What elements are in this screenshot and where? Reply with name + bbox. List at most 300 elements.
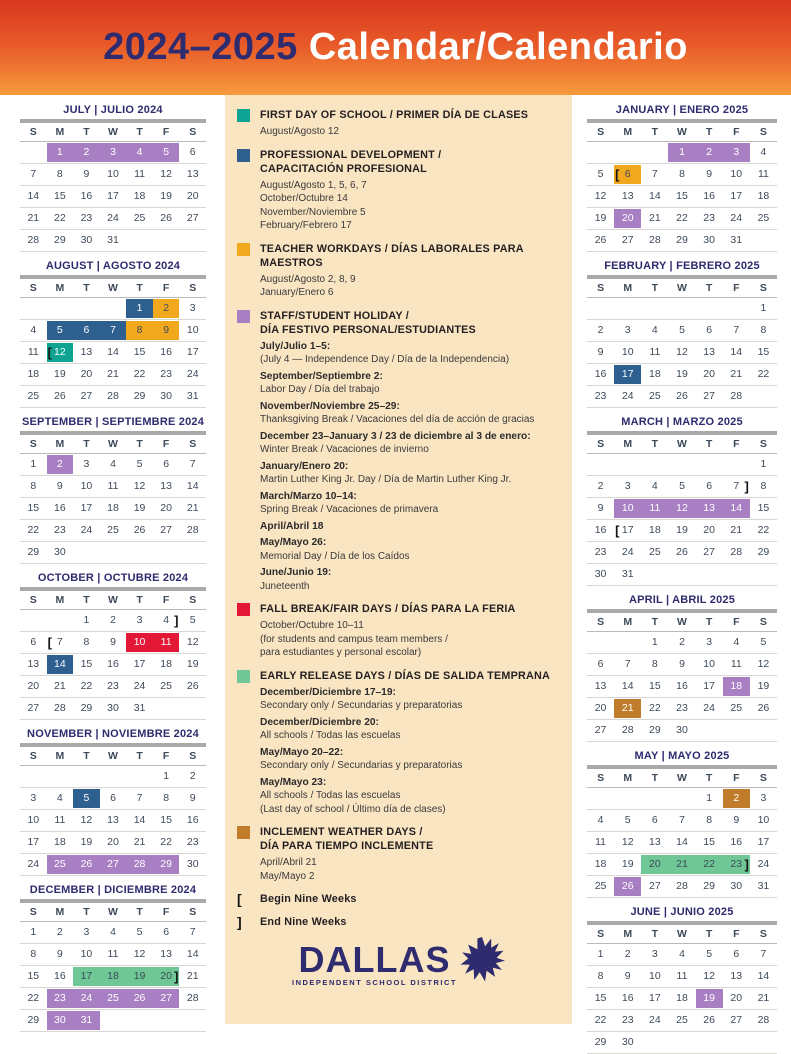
day-12 [126,476,153,497]
day-number: 27 [649,880,661,892]
day-number: 23 [80,212,93,224]
day-number: 13 [160,480,172,492]
day-28 [723,386,750,407]
day-number: 20 [730,992,743,1004]
day-6 [73,320,100,341]
legend-entry-text: Labor Day / Día del trabajo [260,384,380,395]
day-14 [100,342,127,363]
empty-cell [153,698,180,719]
day-24 [73,520,100,541]
day-23 [179,832,206,853]
day-number: 15 [649,680,661,692]
day-1 [641,632,668,653]
legend-entry [260,746,560,773]
day-number: 14 [649,190,661,202]
legend-entry-date: March/Marzo 10–14: [260,490,357,502]
day-14 [750,966,777,987]
day-8 [73,632,100,653]
day-18 [723,676,750,697]
day-of-week-label: T [83,594,90,606]
day-4 [587,810,614,831]
day-12 [587,186,614,207]
day-3 [73,454,100,475]
day-9 [723,810,750,831]
day-5 [126,922,153,943]
day-of-week-label: S [189,126,197,138]
day-3 [750,788,777,809]
day-7 [100,320,127,341]
day-number: 8 [651,658,658,670]
month-title: NOVEMBER | NOVIEMBRE 2024 [27,728,199,740]
day-31 [73,1010,100,1031]
week-row [587,1010,777,1032]
day-number: 3 [624,480,631,492]
week-row [20,186,206,208]
empty-cell [179,230,206,251]
day-number: 14 [730,502,743,514]
empty-cell [696,454,723,475]
legend-item-title: STAFF/STUDENT HOLIDAY / DÍA FESTIVO PERSONAL/ESTUDIANTES [260,309,476,336]
empty-cell [750,720,777,741]
week-row [20,476,206,498]
day-8 [750,320,777,341]
day-number: 29 [80,702,93,714]
week-row [20,832,206,854]
empty-cell [73,542,100,563]
day-23 [100,676,127,697]
day-19 [696,988,723,1009]
day-16 [587,364,614,385]
day-31 [614,564,641,585]
day-20 [100,832,127,853]
day-number: 7 [760,948,767,960]
legend-entry-text: January/Enero 6 [260,287,334,298]
day-of-week-label: S [597,928,605,940]
day-number: 1 [760,302,767,314]
day-of-week-label: T [651,126,659,138]
day-of-week-label: F [162,906,170,918]
day-number: 15 [133,346,146,358]
day-22 [668,208,695,229]
week-row [587,676,777,698]
empty-cell [750,564,777,585]
empty-cell [126,766,153,787]
day-14 [668,832,695,853]
empty-cell [153,1010,180,1031]
day-7 [179,454,206,475]
month-june-2025 [587,906,777,1054]
day-24 [73,988,100,1009]
day-23 [723,854,750,875]
page-title-word [298,26,309,68]
day-15 [750,342,777,363]
day-7 [668,810,695,831]
day-number: 30 [54,546,66,558]
week-row [587,164,777,186]
day-number: 6 [163,458,170,470]
day-13 [73,342,100,363]
day-number: 2 [83,146,90,158]
day-number: 5 [136,926,143,938]
day-28 [100,386,127,407]
day-27 [723,1010,750,1031]
day-number: 25 [54,858,66,870]
legend-entry-date: November/Noviembre 25–29: [260,400,400,412]
legend-entry-text: October/Octubre 10–11 [260,620,364,631]
day-number: 27 [594,724,607,736]
bracket-open-icon: [ [237,891,242,907]
day-29 [668,230,695,251]
day-7 [47,632,74,653]
day-number: 25 [649,546,661,558]
week-row [20,632,206,654]
day-number: 16 [676,680,688,692]
week-row [20,520,206,542]
day-20 [696,520,723,541]
day-of-week-label: F [733,616,740,628]
day-12 [668,342,695,363]
day-24 [614,386,641,407]
day-8 [20,944,47,965]
day-6 [696,320,723,341]
day-of-week-label: T [705,282,713,294]
day-2 [153,298,180,319]
day-number: 1 [597,948,604,960]
day-19 [179,654,206,675]
day-of-week-label: T [83,126,90,138]
day-number: 27 [160,992,172,1004]
week-row [587,320,777,342]
day-of-week-label: W [108,126,118,138]
month-title-rule [20,743,206,747]
day-number: 28 [676,880,688,892]
day-28 [750,1010,777,1031]
legend-entry [260,716,560,743]
day-26 [614,876,641,897]
day-9 [47,476,74,497]
day-number: 18 [594,858,607,870]
day-of-week-label: S [597,126,605,138]
day-19 [126,498,153,519]
left-month-column [20,95,206,1024]
day-30 [587,564,614,585]
day-number: 14 [107,346,119,358]
day-number: 22 [54,212,66,224]
month-may-2025 [587,750,777,898]
day-17 [614,520,641,541]
day-22 [153,832,180,853]
empty-cell [587,454,614,475]
day-25 [587,876,614,897]
day-10 [641,966,668,987]
day-14 [641,186,668,207]
district-logo-name: DALLAS [298,939,451,980]
day-number: 29 [27,546,40,558]
day-number: 11 [649,346,661,358]
day-of-week-label: T [705,772,713,784]
day-2 [696,142,723,163]
empty-cell [179,1010,206,1031]
day-of-week-label: W [677,772,687,784]
month-title-rule [587,609,777,613]
day-number: 3 [624,324,631,336]
day-of-week-row [20,436,206,454]
month-september-2024 [20,416,206,564]
day-number: 5 [679,324,685,336]
day-21 [126,832,153,853]
day-4 [100,922,127,943]
day-15 [126,342,153,363]
day-number: 5 [56,324,63,336]
day-of-week-label: T [136,750,143,762]
day-number: 21 [186,970,199,982]
day-20 [723,988,750,1009]
day-2 [100,610,127,631]
legend-list [237,108,560,929]
day-8 [750,476,777,497]
day-20 [641,854,668,875]
day-number: 8 [30,480,37,492]
day-18 [100,966,127,987]
day-of-week-row [20,124,206,142]
day-22 [587,1010,614,1031]
day-17 [614,364,641,385]
day-number: 19 [676,524,688,536]
day-number: 19 [80,836,93,848]
day-number: 7 [56,636,63,648]
day-of-week-label: M [623,438,633,450]
day-11 [100,476,127,497]
day-number: 25 [757,212,770,224]
day-number: 9 [56,480,63,492]
legend-item-title: FALL BREAK/FAIR DAYS / DÍAS PARA LA FERIA [260,603,516,615]
day-1 [73,610,100,631]
day-number: 22 [80,680,93,692]
end-nine-weeks-bracket: ] [174,613,179,628]
legend-entry-text: April/Abril 21 [260,857,317,868]
day-16 [696,186,723,207]
day-22 [20,520,47,541]
day-of-week-label: S [189,906,197,918]
day-of-week-label: T [83,906,90,918]
day-of-week-label: W [677,282,687,294]
week-row [20,1010,206,1032]
day-15 [668,186,695,207]
day-24 [641,1010,668,1031]
day-18 [100,498,127,519]
day-21 [641,208,668,229]
day-19 [668,364,695,385]
day-of-week-label: T [136,282,143,294]
day-number: 27 [27,702,40,714]
day-5 [614,810,641,831]
day-number: 10 [80,480,93,492]
week-row [20,542,206,564]
day-number: 7 [110,324,116,336]
day-26 [179,676,206,697]
day-11 [668,966,695,987]
legend-entry [260,125,560,139]
day-number: 17 [133,658,146,670]
day-2 [47,454,74,475]
day-number: 4 [163,614,170,626]
day-of-week-label: S [29,126,37,138]
week-row [587,476,777,498]
legend-entry-text: August/Agosto 2, 8, 9 [260,273,356,285]
empty-cell [723,720,750,741]
day-3 [179,298,206,319]
day-of-week-label: F [733,126,740,138]
day-24 [750,854,777,875]
day-number: 14 [186,480,199,492]
day-number: 6 [163,926,170,938]
week-row [20,342,206,364]
day-number: 30 [160,390,172,402]
day-number: 19 [621,858,634,870]
day-21 [20,208,47,229]
day-number: 18 [730,680,743,692]
day-number: 13 [703,346,715,358]
empty-cell [668,788,695,809]
empty-cell [587,298,614,319]
day-number: 12 [676,502,688,514]
day-1 [126,298,153,319]
day-number: 26 [160,212,172,224]
week-row [587,632,777,654]
day-23 [668,698,695,719]
day-number: 23 [676,702,688,714]
day-of-week-label: S [597,772,605,784]
day-of-week-label: M [623,616,633,628]
day-number: 3 [706,636,713,648]
day-number: 17 [80,970,93,982]
day-21 [750,988,777,1009]
bracket-close-icon: ] [237,914,242,930]
legend-item-body [260,108,560,139]
month-title-rule [20,119,206,123]
empty-cell [20,142,47,163]
day-number: 25 [730,702,743,714]
day-18 [641,520,668,541]
main-content [0,95,791,1048]
day-number: 21 [730,524,743,536]
day-number: 13 [107,814,119,826]
week-row [587,654,777,676]
day-29 [126,386,153,407]
week-row [20,922,206,944]
empty-cell [641,564,668,585]
day-number: 12 [703,970,715,982]
day-31 [126,698,153,719]
day-7 [723,476,750,497]
day-18 [587,854,614,875]
day-6 [153,922,180,943]
day-of-week-label: T [705,438,713,450]
day-25 [100,520,127,541]
day-number: 13 [27,658,40,670]
day-number: 9 [189,792,196,804]
day-number: 20 [160,970,172,982]
day-10 [100,164,127,185]
day-number: 31 [621,568,634,580]
day-number: 31 [107,234,119,246]
legend-entry-date: May/Mayo 23: [260,776,327,788]
day-26 [750,698,777,719]
day-number: 4 [733,636,740,648]
day-number: 25 [649,390,661,402]
day-10 [614,498,641,519]
day-number: 12 [594,190,607,202]
day-25 [750,208,777,229]
day-2 [73,142,100,163]
week-row [587,386,777,408]
day-13 [614,186,641,207]
day-29 [20,1010,47,1031]
day-number: 29 [676,234,688,246]
empty-cell [723,564,750,585]
day-number: 18 [107,970,119,982]
day-number: 2 [163,302,170,314]
day-number: 12 [160,168,172,180]
day-8 [696,810,723,831]
day-number: 19 [757,680,770,692]
day-11 [100,944,127,965]
day-11 [126,164,153,185]
day-18 [20,364,47,385]
day-number: 17 [621,524,634,536]
green-swatch-icon [237,670,250,683]
day-of-week-label: W [108,594,118,606]
day-number: 28 [186,992,199,1004]
legend-item-body [260,669,560,817]
day-number: 27 [621,234,634,246]
day-number: 14 [621,680,634,692]
day-number: 28 [107,390,119,402]
day-3 [100,142,127,163]
day-6 [179,142,206,163]
day-number: 29 [160,858,172,870]
day-number: 16 [54,970,66,982]
day-number: 30 [730,880,743,892]
day-number: 12 [757,658,770,670]
day-number: 16 [594,524,607,536]
legend-item-title: End Nine Weeks [260,916,347,928]
week-row [587,854,777,876]
empty-cell [696,564,723,585]
day-number: 13 [649,836,661,848]
day-3 [723,142,750,163]
legend-item-blue [237,148,560,233]
month-title-rule [20,899,206,903]
day-1 [587,944,614,965]
empty-cell [723,1032,750,1053]
day-number: 23 [107,680,119,692]
day-28 [179,988,206,1009]
end-nine-weeks-bracket: ] [744,479,749,494]
empty-cell [614,454,641,475]
day-of-week-label: T [651,282,659,294]
empty-cell [179,542,206,563]
day-6 [100,788,127,809]
day-of-week-label: F [733,928,740,940]
week-row [587,186,777,208]
day-8 [126,320,153,341]
week-row [20,966,206,988]
day-of-week-label: S [189,750,197,762]
day-number: 23 [594,390,607,402]
day-number: 3 [83,458,90,470]
day-number: 2 [733,792,740,804]
